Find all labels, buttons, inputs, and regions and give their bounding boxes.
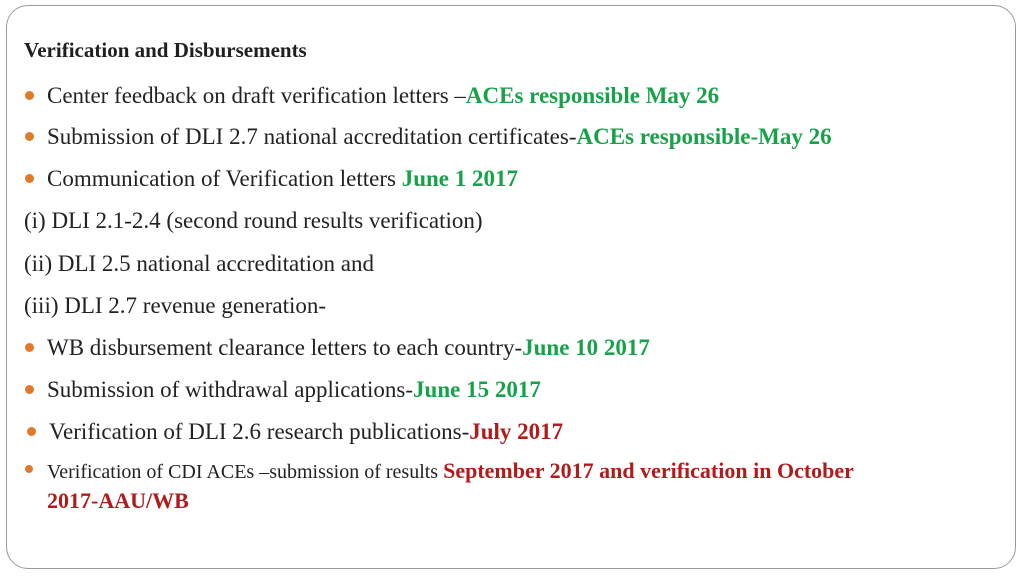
bullet-dot-icon [25, 385, 34, 394]
sub-item [24, 207, 483, 235]
list-item [49, 418, 563, 446]
list-item [47, 334, 650, 362]
list-item [47, 376, 541, 404]
list-item [47, 165, 518, 193]
bullet-dot-icon [27, 427, 36, 436]
item-highlight: July 2017 [469, 419, 564, 444]
item-highlight: June 10 2017 [522, 335, 650, 360]
bullet-dot-icon [25, 465, 33, 473]
item-text: (ii) DLI 2.5 national accreditation and [24, 251, 374, 276]
list-item [47, 123, 832, 151]
item-text: (iii) DLI 2.7 revenue generation- [24, 293, 327, 318]
item-text: WB disbursement clearance letters to each country- [47, 335, 523, 360]
sub-item [24, 250, 374, 278]
item-text: (i) DLI 2.1-2.4 (second round results verification) [24, 208, 483, 233]
slide-heading: Verification and Disbursements [24, 38, 307, 62]
item-highlight: ACEs responsible-May 26 [576, 124, 832, 149]
item-text: Communication of Verification letters [47, 166, 402, 191]
item-text: Submission of DLI 2.7 national accreditation certificates- [47, 124, 577, 149]
slide-frame [6, 5, 1016, 569]
list-item [47, 457, 854, 486]
item-continuation: 2017-AAU/WB [47, 488, 189, 513]
item-text: Submission of withdrawal applications- [47, 377, 414, 402]
bullet-dot-icon [25, 91, 34, 100]
item-text: Verification of CDI ACEs –submission of results [47, 461, 444, 483]
sub-item [24, 292, 326, 320]
item-highlight: September 2017 and verification in October [443, 458, 854, 483]
bullet-dot-icon [25, 343, 34, 352]
bullet-dot-icon [25, 174, 34, 183]
item-highlight: June 15 2017 [413, 377, 541, 402]
item-text: Center feedback on draft verification letters – [47, 83, 466, 108]
item-text: Verification of DLI 2.6 research publications- [49, 419, 470, 444]
item-highlight: June 1 2017 [401, 166, 519, 191]
bullet-dot-icon [25, 132, 34, 141]
item-highlight: ACEs responsible May 26 [465, 83, 720, 108]
list-item [47, 82, 719, 110]
